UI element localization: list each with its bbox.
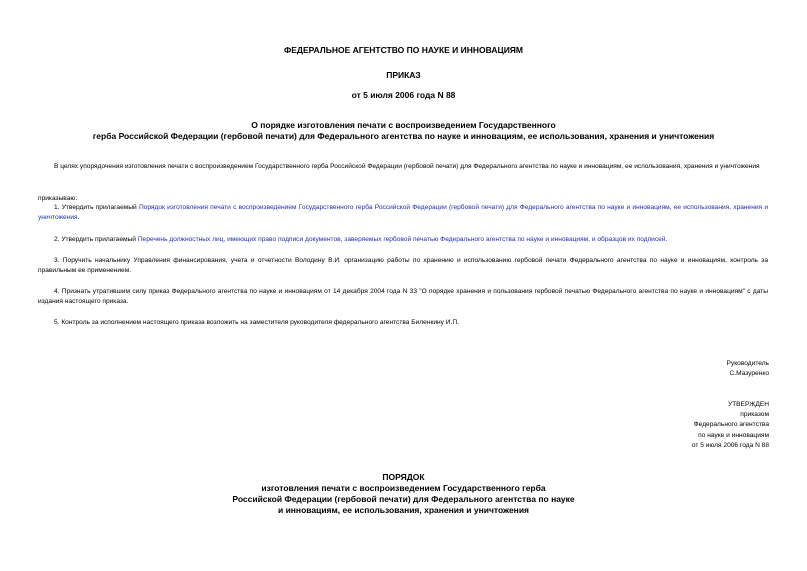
approval-line4: по науке и инновациям [698, 432, 769, 439]
approval-line2: приказом [740, 411, 769, 418]
item-2-prefix: 2. Утвердить прилагаемый [54, 236, 136, 243]
preamble: В целях упорядочения изготовления печати с воспроизведением Государственного герба Российской Федерации (гербовой печати) для Федерального агентства по науке и инновациям, ее использования, хранения и уничтожения [54, 163, 760, 170]
item-1-link[interactable]: Порядок изготовления печати с воспроизведением Государственного герба Российской Федерации (гербовой печати) для Федерального агентства по науке и инновациям, ее использования, хранения и уничтожения. [38, 204, 768, 221]
signature-role: Руководитель [726, 360, 769, 367]
appendix-line3: и инновациям, ее использования, хранения и уничтожения [277, 505, 530, 515]
agency-name: ФЕДЕРАЛЬНОЕ АГЕНТСТВО ПО НАУКЕ И ИННОВАЦИЯМ [283, 45, 524, 55]
item-5: 5. Контроль за исполнением настоящего приказа возложить на заместителя руководителя федерального агентства Биленкину И.П. [54, 319, 459, 326]
appendix-line2: Российской Федерации (гербовой печати) для Федерального агентства по науке [232, 494, 575, 504]
doc-title-line2: герба Российской Федерации (гербовой печати) для Федерального агентства по науке и инновациям, ее использования, хранения и уничтожения [92, 131, 715, 141]
doc-type: ПРИКАЗ [386, 70, 421, 80]
doc-date-number: от 5 июля 2006 года N 88 [351, 90, 456, 100]
item-2-link[interactable]: Перечень должностных лиц, имеющих право подписи документов, заверяемых гербовой печатью Федерального агентства по науке и инновациям, и образцов их подписей. [137, 236, 668, 243]
approval-line5: от 5 июля 2006 года N 88 [691, 442, 769, 449]
item-1-prefix: 1. Утвердить прилагаемый [54, 204, 137, 211]
item-4: 4. Признать утратившим силу приказ Федерального агентства по науке и инновациям от 14 декабря 2004 года N 33 "О порядке хранения и пользования гербовой печатью Федерального агентства по науке и инновациям" с даты издания настоящего приказа. [38, 288, 768, 305]
item-3: 3. Поручить начальнику Управления финансирования, учета и отчетности Володину В.И. организацию работы по хранению и использованию гербовой печати Федерального агентства по науке и инновациям, контроль за правильным ее применением. [38, 257, 768, 274]
doc-title-line1: О порядке изготовления печати с воспроизведением Государственного [251, 120, 556, 130]
order-word: приказываю: [38, 195, 78, 202]
appendix-line1: изготовления печати с воспроизведением Государственного герба [261, 483, 546, 493]
approval-line3: Федерального агентства [693, 421, 769, 428]
item-1 [38, 203, 768, 222]
signature-name: С.Мазуренко [729, 370, 769, 377]
approval-line1: УТВЕРЖДЕН [727, 401, 769, 408]
item-2 [38, 235, 768, 245]
appendix-title: ПОРЯДОК [382, 472, 425, 482]
